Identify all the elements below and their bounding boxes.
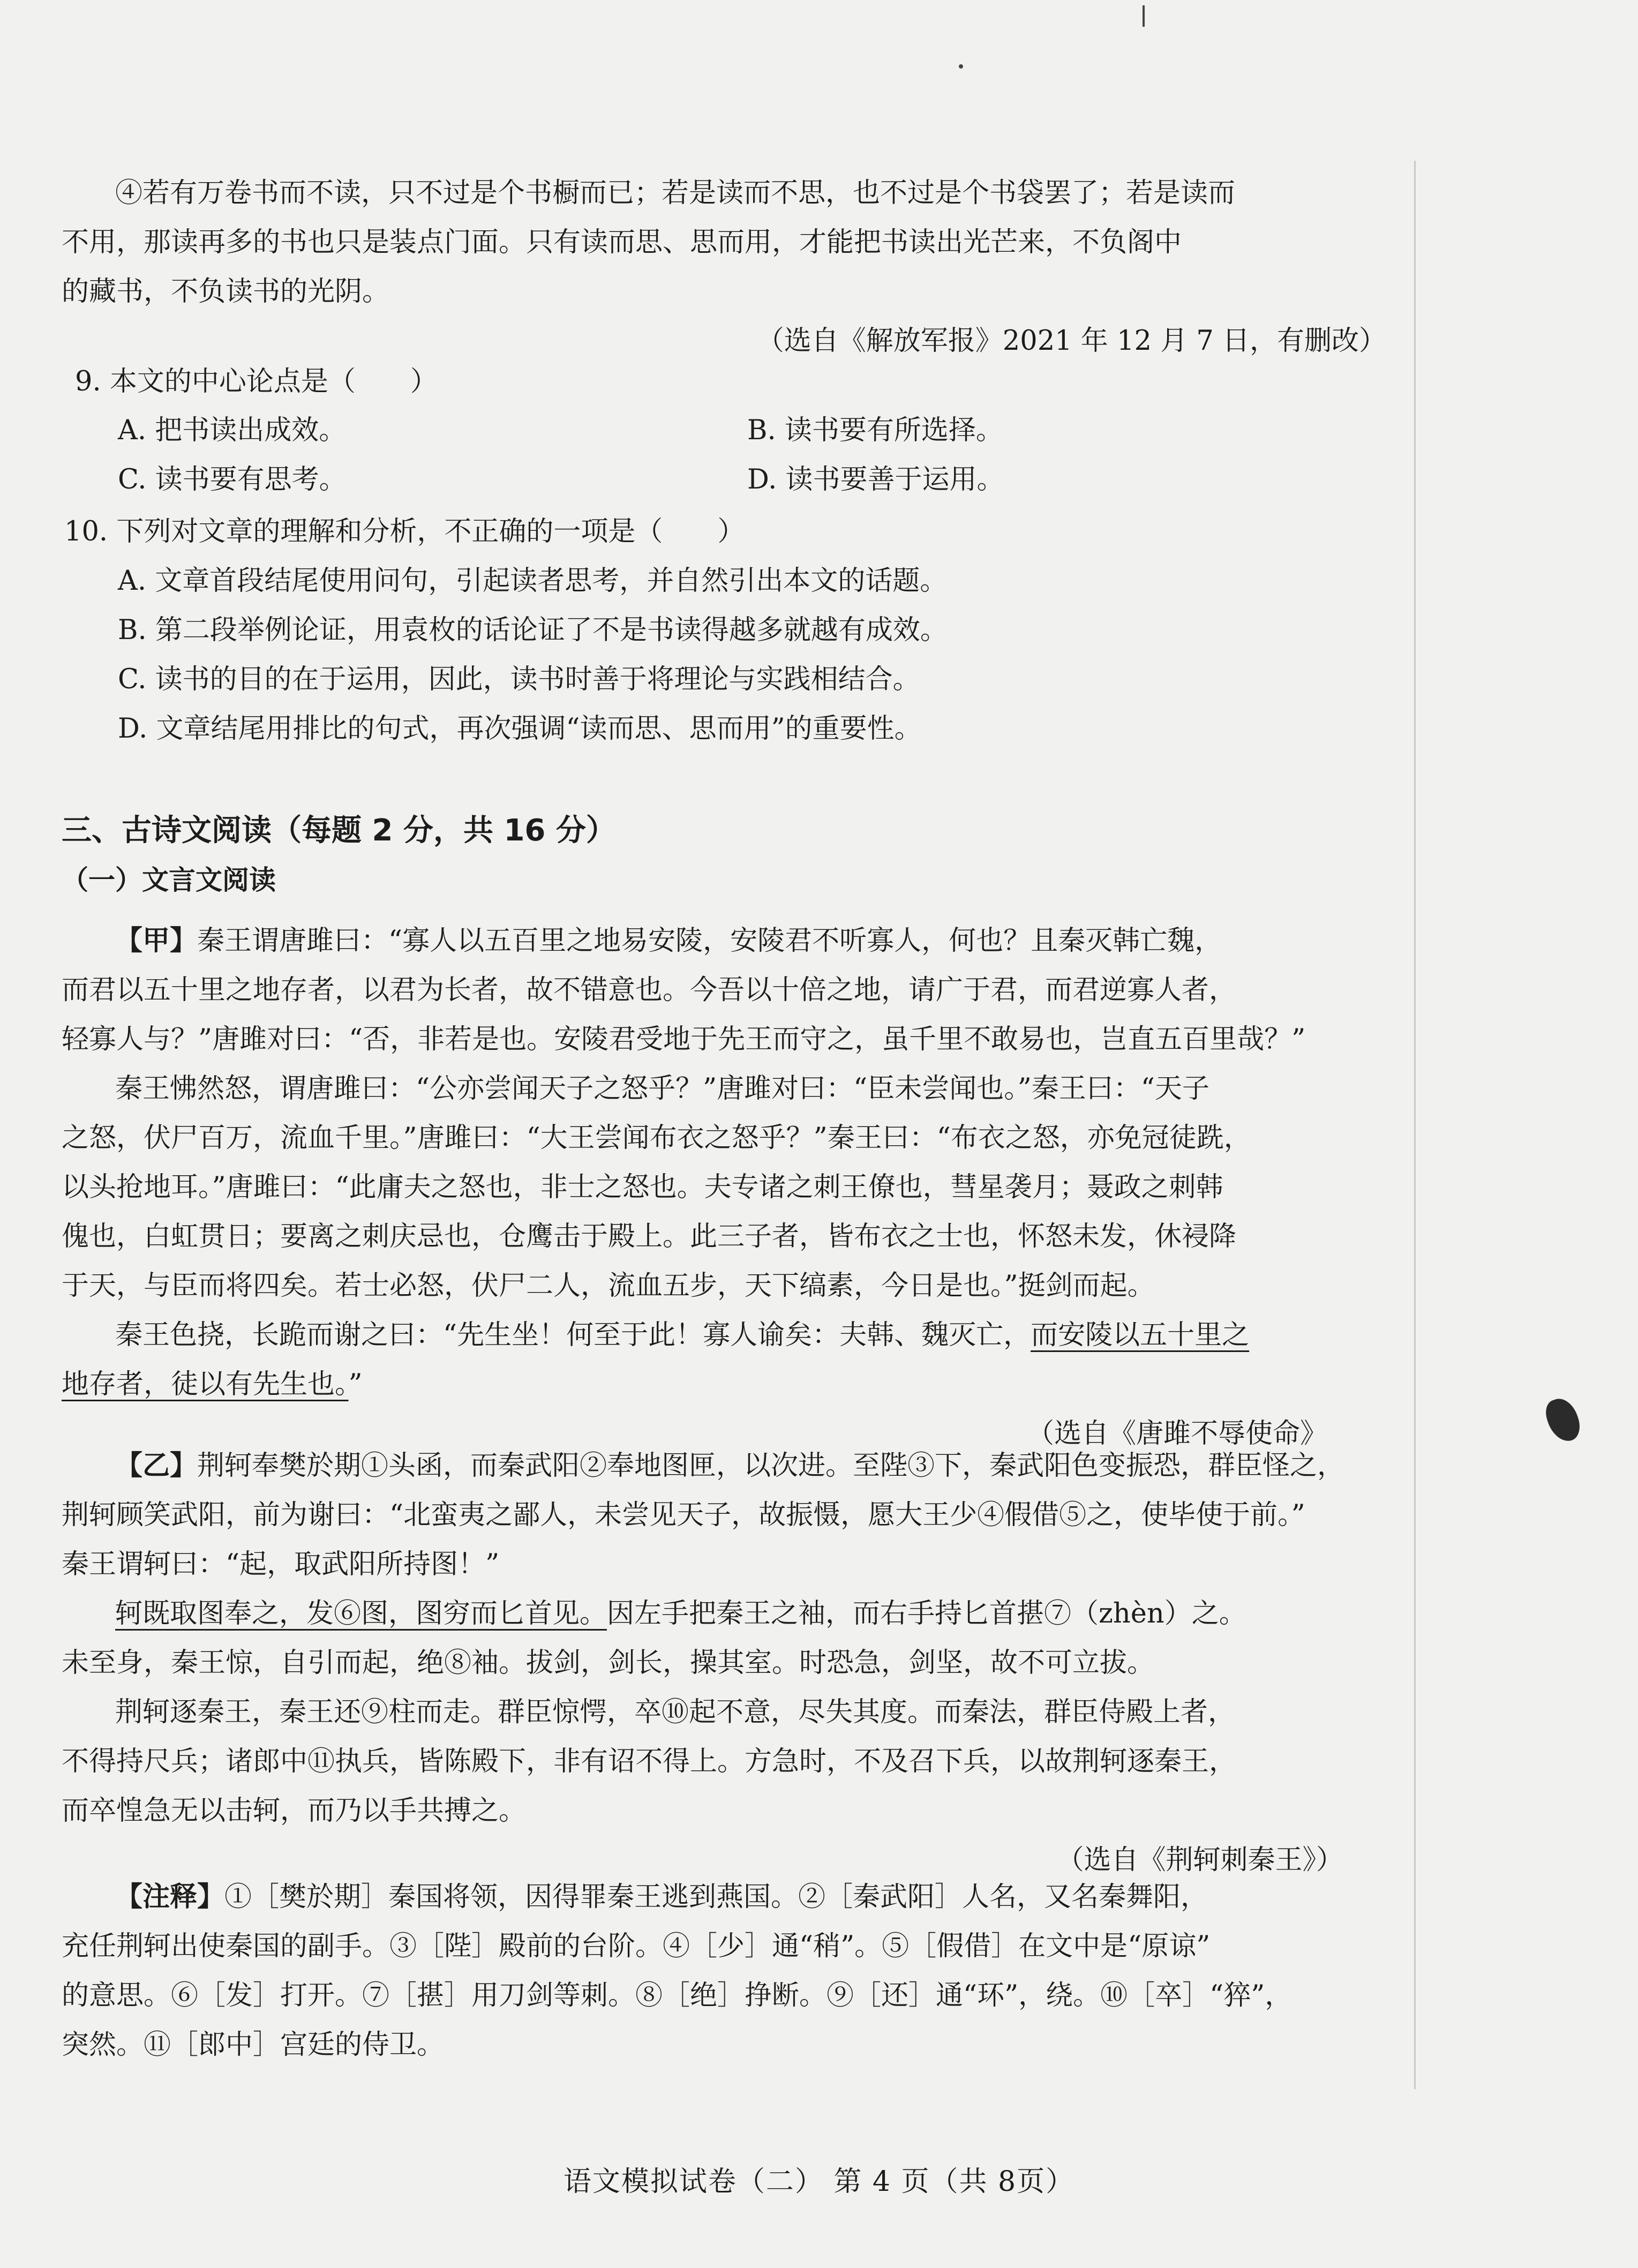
scan-mark [959, 64, 963, 69]
passage-ending [62, 169, 1402, 366]
option-c: C. 读书的目的在于运用，因此，读书时善于将理论与实践相结合。 [118, 664, 920, 695]
passage-source: （选自《解放军报》2021 年 12 月 7 日，有删改） [756, 325, 1386, 357]
passage-line: 【甲】秦王谓唐雎曰：“寡人以五百里之地易安陵，安陵君不听寡人，何也？且秦灭韩亡魏， [115, 925, 1222, 957]
scan-mark [1143, 5, 1145, 27]
subsection-title: （一）文言文阅读 [62, 865, 276, 896]
annotation-line: 充任荆轲出使秦国的副手。③［陛］殿前的台阶。④［少］通“稍”。⑤［假借］在文中是“原谅” [62, 1931, 1211, 1962]
question-stem: 9. 本文的中心论点是（ ） [75, 366, 438, 397]
passage-line: 不用，那读再多的书也只是装点门面。只有读而思、思而用，才能把书读出光芒来，不负阁中 [62, 227, 1182, 258]
passage-yi [62, 1441, 1402, 1885]
passage-line: 轻寡人与？”唐雎对曰：“否，非若是也。安陵君受地于先王而守之，虽千里不敢易也，岂直五百里哉？” [62, 1024, 1306, 1055]
passage-line: 秦王谓轲曰：“起，取武阳所持图！” [62, 1549, 500, 1580]
passage-line: 秦王色挠，长跪而谢之曰：“先生坐！何至于此！寡人谕矣：夫韩、魏灭亡，而安陵以五十里之 [115, 1319, 1250, 1351]
ink-blot [1542, 1394, 1584, 1445]
option-c: C. 读书要有思考。 [118, 464, 347, 495]
passage-line: ④若有万卷书而不读，只不过是个书橱而已；若是读而不思，也不过是个书袋罢了；若是读而 [115, 177, 1236, 209]
annotation-line: 的意思。⑥［发］打开。⑦［揕］用刀剑等刺。⑧［绝］挣断。⑨［还］通“环”，绕。⑩［卒］“猝”， [62, 1980, 1293, 2011]
underlined-sentence: 轲既取图奉之，发⑥图，图穷而匕首见。 [115, 1598, 607, 1629]
passage-line: 【乙】荆轲奉樊於期①头函，而秦武阳②奉地图匣，以次进。至陛③下，秦武阳色变振恐，群臣怪之， [115, 1450, 1345, 1482]
passage-line: 的藏书，不负读书的光阴。 [62, 276, 390, 307]
passage-line: 轲既取图奉之，发⑥图，图穷而匕首见。因左手把秦王之袖，而右手持匕首揕⑦（zhèn）之。 [115, 1598, 1246, 1629]
section-title: 三、古诗文阅读（每题 2 分，共 16 分） [62, 813, 616, 848]
underlined-sentence: 而安陵以五十里之 [1031, 1319, 1250, 1351]
passage-tag: 【乙】 [115, 1450, 198, 1482]
passage-line: 不得持尺兵；诸郎中⑪执兵，皆陈殿下，非有诏不得上。方急时，不及召下兵，以故荆轲逐秦王， [62, 1746, 1237, 1777]
passage-line: 荆轲逐秦王，秦王还⑨柱而走。群臣惊愕，卒⑩起不意，尽失其度。而秦法，群臣侍殿上者， [115, 1696, 1236, 1728]
option-a: A. 文章首段结尾使用问句，引起读者思考，并自然引出本文的话题。 [118, 565, 948, 597]
option-d: D. 读书要善于运用。 [747, 464, 1004, 495]
option-d: D. 文章结尾用排比的句式，再次强调“读而思、思而用”的重要性。 [118, 713, 922, 745]
passage-line: 而卒惶急无以击轲，而乃以手共搏之。 [62, 1795, 527, 1827]
passage-jia [62, 916, 1402, 1459]
passage-line: 未至身，秦王惊，自引而起，绝⑧袖。拔剑，剑长，操其室。时恐急，剑坚，故不可立拔。 [62, 1647, 1155, 1679]
passage-line: 之怒，伏尸百万，流血千里。”唐雎曰：“大王尝闻布衣之怒乎？”秦王曰：“布衣之怒，亦免冠徒跣， [62, 1122, 1251, 1154]
passage-line: 于天，与臣而将四矣。若士必怒，伏尸二人，流血五步，天下缟素，今日是也。”挺剑而起。 [62, 1270, 1155, 1302]
underlined-sentence: 地存者，徒以有先生也。 [62, 1369, 349, 1400]
section-3 [62, 806, 1402, 905]
passage-source: （选自《唐雎不辱使命》 [1026, 1418, 1327, 1450]
page-footer: 语文模拟试卷（二） 第 4 页（共 8页） [563, 2166, 1075, 2198]
passage-line: 以头抢地耳。”唐雎曰：“此庸夫之怒也，非士之怒也。夫专诸之刺王僚也，彗星袭月；聂政之刺韩 [62, 1171, 1223, 1203]
annotation-line: 突然。⑪［郎中］宫廷的侍卫。 [62, 2029, 445, 2061]
passage-line: 而君以五十里之地存者，以君为长者，故不错意也。今吾以十倍之地，请广于君，而君逆寡人者， [62, 974, 1237, 1006]
passage-line: 荆轲顾笑武阳，前为谢曰：“北蛮夷之鄙人，未尝见天子，故振慑，愿大王少④假借⑤之，使毕使于前。” [62, 1499, 1305, 1531]
passage-source: （选自《荆轲刺秦王》） [1056, 1844, 1343, 1876]
passage-line: 地存者，徒以有先生也。” [62, 1369, 363, 1400]
question-10 [62, 507, 1402, 754]
annotation-line: 【注释】①［樊於期］秦国将领，因得罪秦王逃到燕国。②［秦武阳］人名，又名秦舞阳， [115, 1881, 1208, 1913]
option-b: B. 读书要有所选择。 [747, 415, 1003, 446]
option-b: B. 第二段举例论证，用袁枚的话论证了不是书读得越多就越有成效。 [118, 614, 948, 646]
question-stem: 10. 下列对文章的理解和分析，不正确的一项是（ ） [64, 516, 745, 547]
passage-line: 傀也，白虹贯日；要离之刺庆忌也，仓鹰击于殿上。此三子者，皆布衣之士也，怀怒未发，休祲降 [62, 1221, 1237, 1252]
margin-rule [1414, 161, 1416, 2089]
passage-tag: 【甲】 [115, 925, 198, 957]
question-9 [62, 357, 1402, 407]
annotation-tag: 【注释】 [115, 1881, 225, 1913]
passage-line: 秦王怫然怒，谓唐雎曰：“公亦尝闻天子之怒乎？”唐雎对曰：“臣未尝闻也。”秦王曰：“天子 [115, 1073, 1209, 1105]
annotations [62, 1872, 1402, 2070]
option-a: A. 把书读出成效。 [118, 415, 347, 446]
